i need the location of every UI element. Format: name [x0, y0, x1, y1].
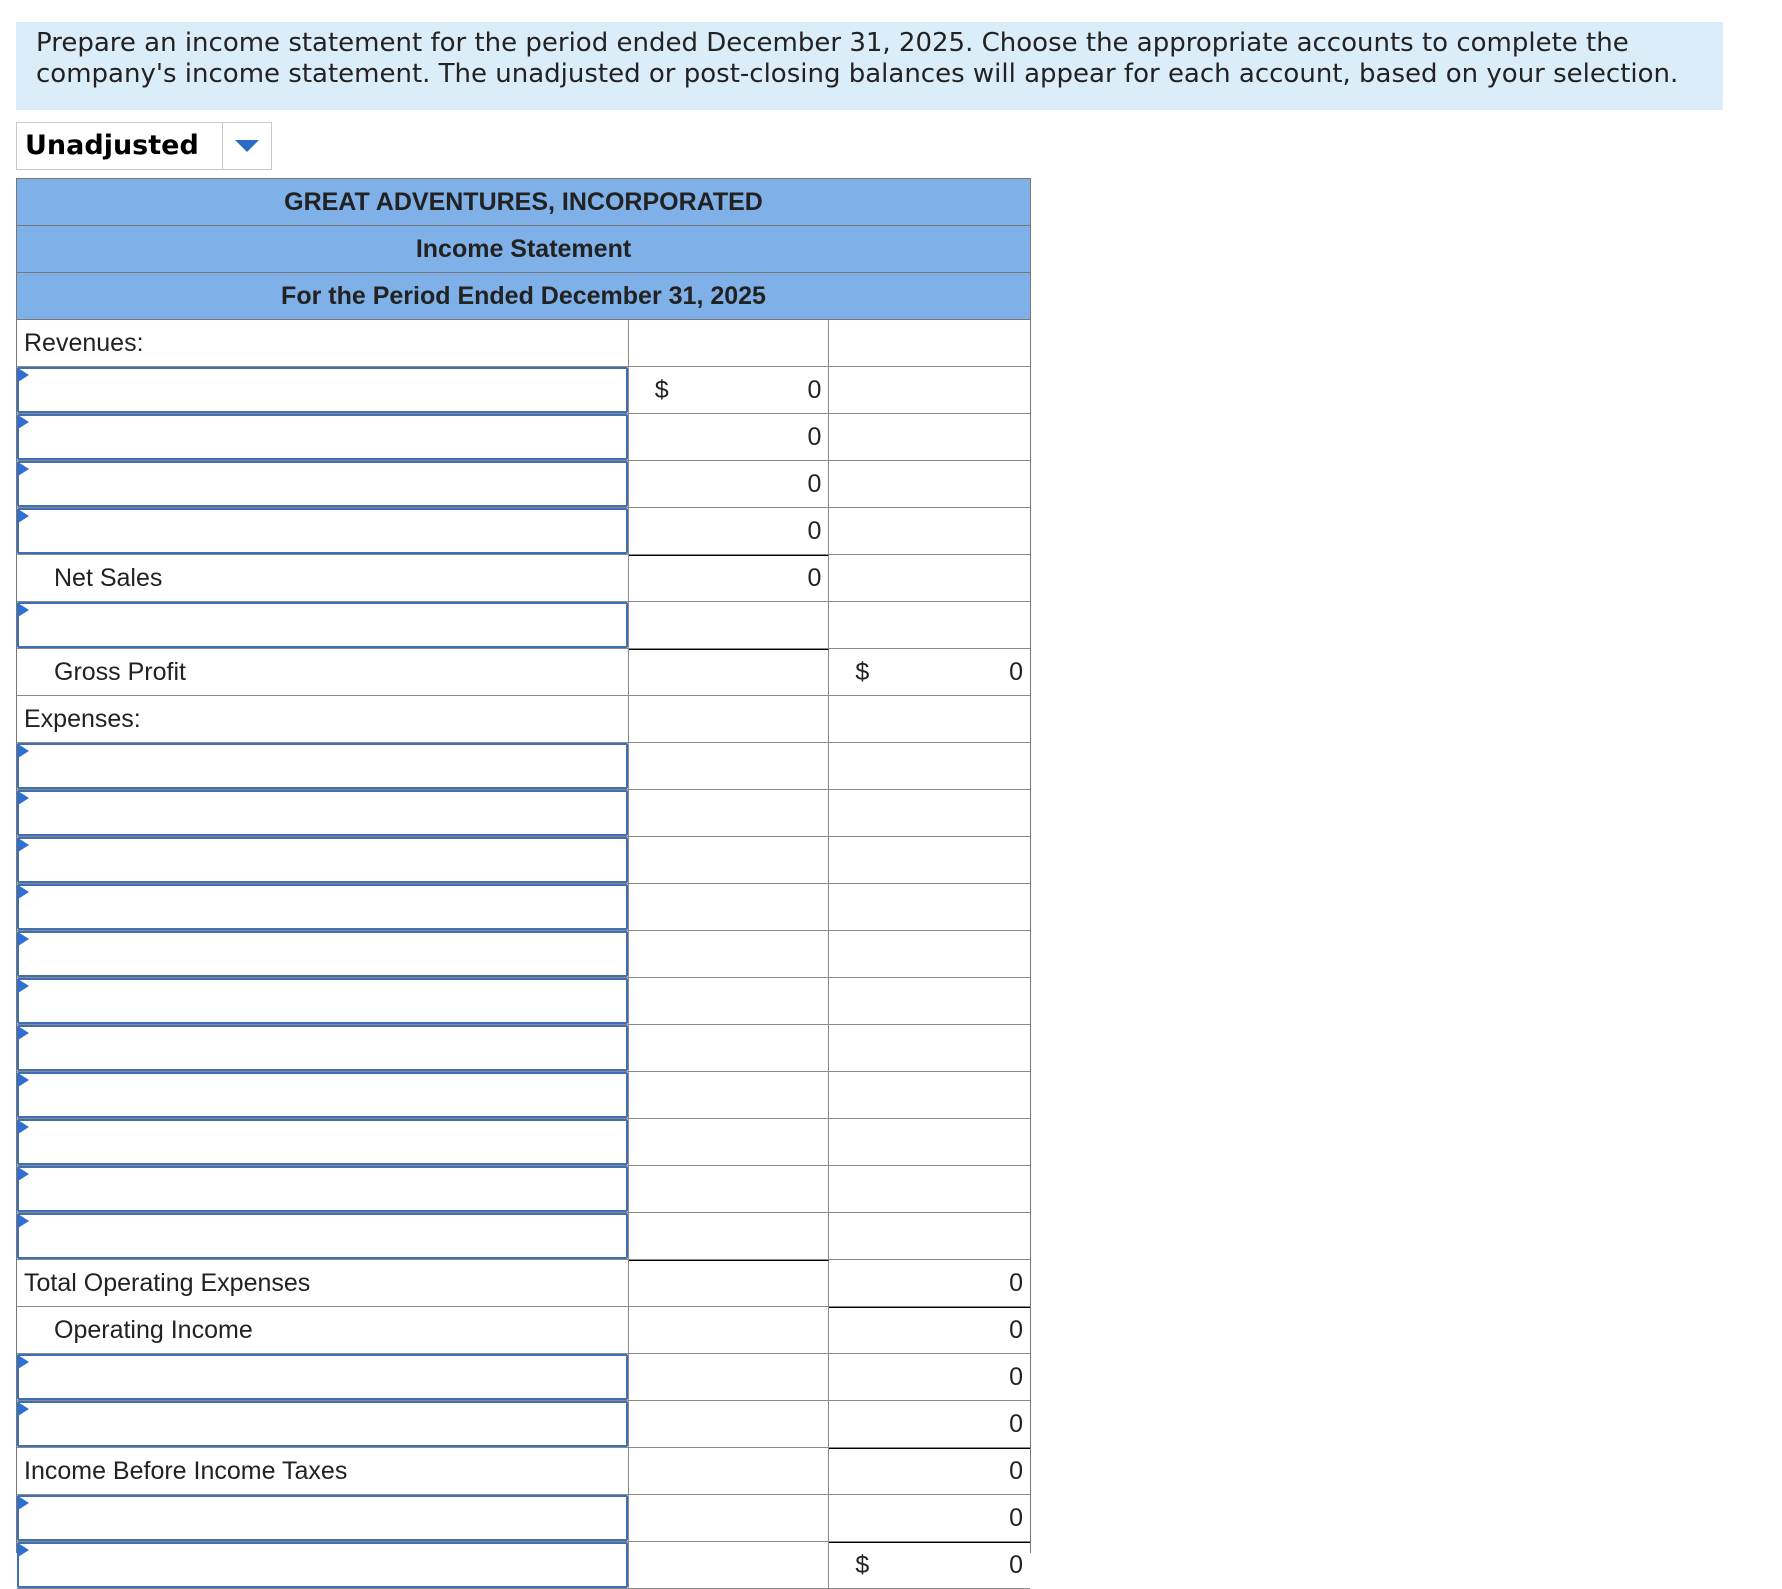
- chevron-down-icon[interactable]: [223, 123, 271, 169]
- table-row: [17, 978, 1030, 1025]
- expense-account-select-2[interactable]: [17, 790, 628, 836]
- revenue-amount-4: 0: [807, 516, 822, 545]
- expense-account-select-7[interactable]: [17, 1025, 628, 1071]
- table-row: [17, 367, 1030, 414]
- revenue-amount-1: 0: [807, 375, 822, 404]
- table-row: [17, 508, 1030, 555]
- income-before-taxes-label: Income Before Income Taxes: [17, 1448, 629, 1494]
- statement-title: Income Statement: [17, 226, 1030, 273]
- balance-type-dropdown[interactable]: [16, 122, 272, 170]
- table-row: [17, 1307, 1030, 1354]
- income-before-taxes-amount: 0: [1009, 1457, 1023, 1485]
- table-row: [17, 696, 1030, 743]
- tax-account-select[interactable]: [17, 1495, 628, 1541]
- operating-income-amount: 0: [1009, 1316, 1023, 1344]
- revenue-account-select-4[interactable]: [17, 508, 628, 554]
- table-row: [17, 1072, 1030, 1119]
- expense-account-select-3[interactable]: [17, 837, 628, 883]
- table-row: [17, 1495, 1030, 1542]
- balance-type-value[interactable]: Unadjusted: [17, 123, 223, 169]
- revenue-account-select-2[interactable]: [17, 414, 628, 460]
- table-row: [17, 1542, 1030, 1589]
- cost-of-goods-account-select[interactable]: [17, 602, 628, 648]
- expenses-label: Expenses:: [17, 696, 629, 742]
- total-operating-expenses-amount: 0: [1009, 1268, 1023, 1297]
- company-name: GREAT ADVENTURES, INCORPORATED: [17, 179, 1030, 226]
- statement-period: For the Period Ended December 31, 2025: [17, 273, 1030, 320]
- revenue-account-select-1[interactable]: [17, 367, 628, 413]
- table-row: [17, 743, 1030, 790]
- expense-account-select-6[interactable]: [17, 978, 628, 1024]
- table-row: [17, 414, 1030, 461]
- currency-symbol: $: [855, 1551, 870, 1579]
- net-income-amount: 0: [1009, 1551, 1023, 1579]
- gross-profit-amount: 0: [1009, 657, 1023, 686]
- table-row: [17, 931, 1030, 978]
- currency-symbol: $: [654, 375, 669, 404]
- revenue-amount-2: 0: [807, 422, 822, 451]
- tax-amount: 0: [1009, 1503, 1023, 1532]
- income-statement-table: [16, 178, 1031, 1579]
- table-row: [17, 1166, 1030, 1213]
- table-row: [17, 837, 1030, 884]
- table-row: [17, 1401, 1030, 1448]
- table-row: [17, 649, 1030, 696]
- table-row: [17, 1354, 1030, 1401]
- table-row: [17, 1213, 1030, 1260]
- expense-account-select-9[interactable]: [17, 1119, 628, 1165]
- table-row: [17, 790, 1030, 837]
- table-row: [17, 884, 1030, 931]
- total-operating-expenses-label: Total Operating Expenses: [17, 1260, 629, 1306]
- instructions-banner: [16, 22, 1723, 110]
- revenue-amount-3: 0: [807, 469, 822, 498]
- table-row: [17, 1025, 1030, 1072]
- table-row: [17, 1448, 1030, 1495]
- expense-account-select-11[interactable]: [17, 1213, 628, 1259]
- revenue-account-select-3[interactable]: [17, 461, 628, 507]
- expense-account-select-8[interactable]: [17, 1072, 628, 1118]
- expense-account-select-5[interactable]: [17, 931, 628, 977]
- gross-profit-label: Gross Profit: [17, 649, 629, 695]
- table-row: [17, 1119, 1030, 1166]
- table-row: [17, 555, 1030, 602]
- other-amount-2: 0: [1009, 1409, 1023, 1438]
- expense-account-select-1[interactable]: [17, 743, 628, 789]
- net-sales-amount: 0: [807, 564, 822, 592]
- expense-account-select-4[interactable]: [17, 884, 628, 930]
- instructions-text: Prepare an income statement for the period ended December 31, 2025. Choose the appropriate accounts to complete the company's income statement. The unadjusted or post-closing balances will appear for each account, based on your selection.: [36, 28, 1679, 89]
- currency-symbol: $: [855, 657, 870, 686]
- net-sales-label: Net Sales: [17, 555, 629, 601]
- revenues-label: Revenues:: [17, 320, 629, 366]
- table-row: [17, 1260, 1030, 1307]
- operating-income-label: Operating Income: [17, 1307, 629, 1353]
- other-account-select-2[interactable]: [17, 1401, 628, 1447]
- table-row: [17, 461, 1030, 508]
- other-account-select-1[interactable]: [17, 1354, 628, 1400]
- table-row: [17, 602, 1030, 649]
- other-amount-1: 0: [1009, 1362, 1023, 1391]
- expense-account-select-10[interactable]: [17, 1166, 628, 1212]
- net-income-account-select[interactable]: [17, 1542, 628, 1588]
- table-row: [17, 320, 1030, 367]
